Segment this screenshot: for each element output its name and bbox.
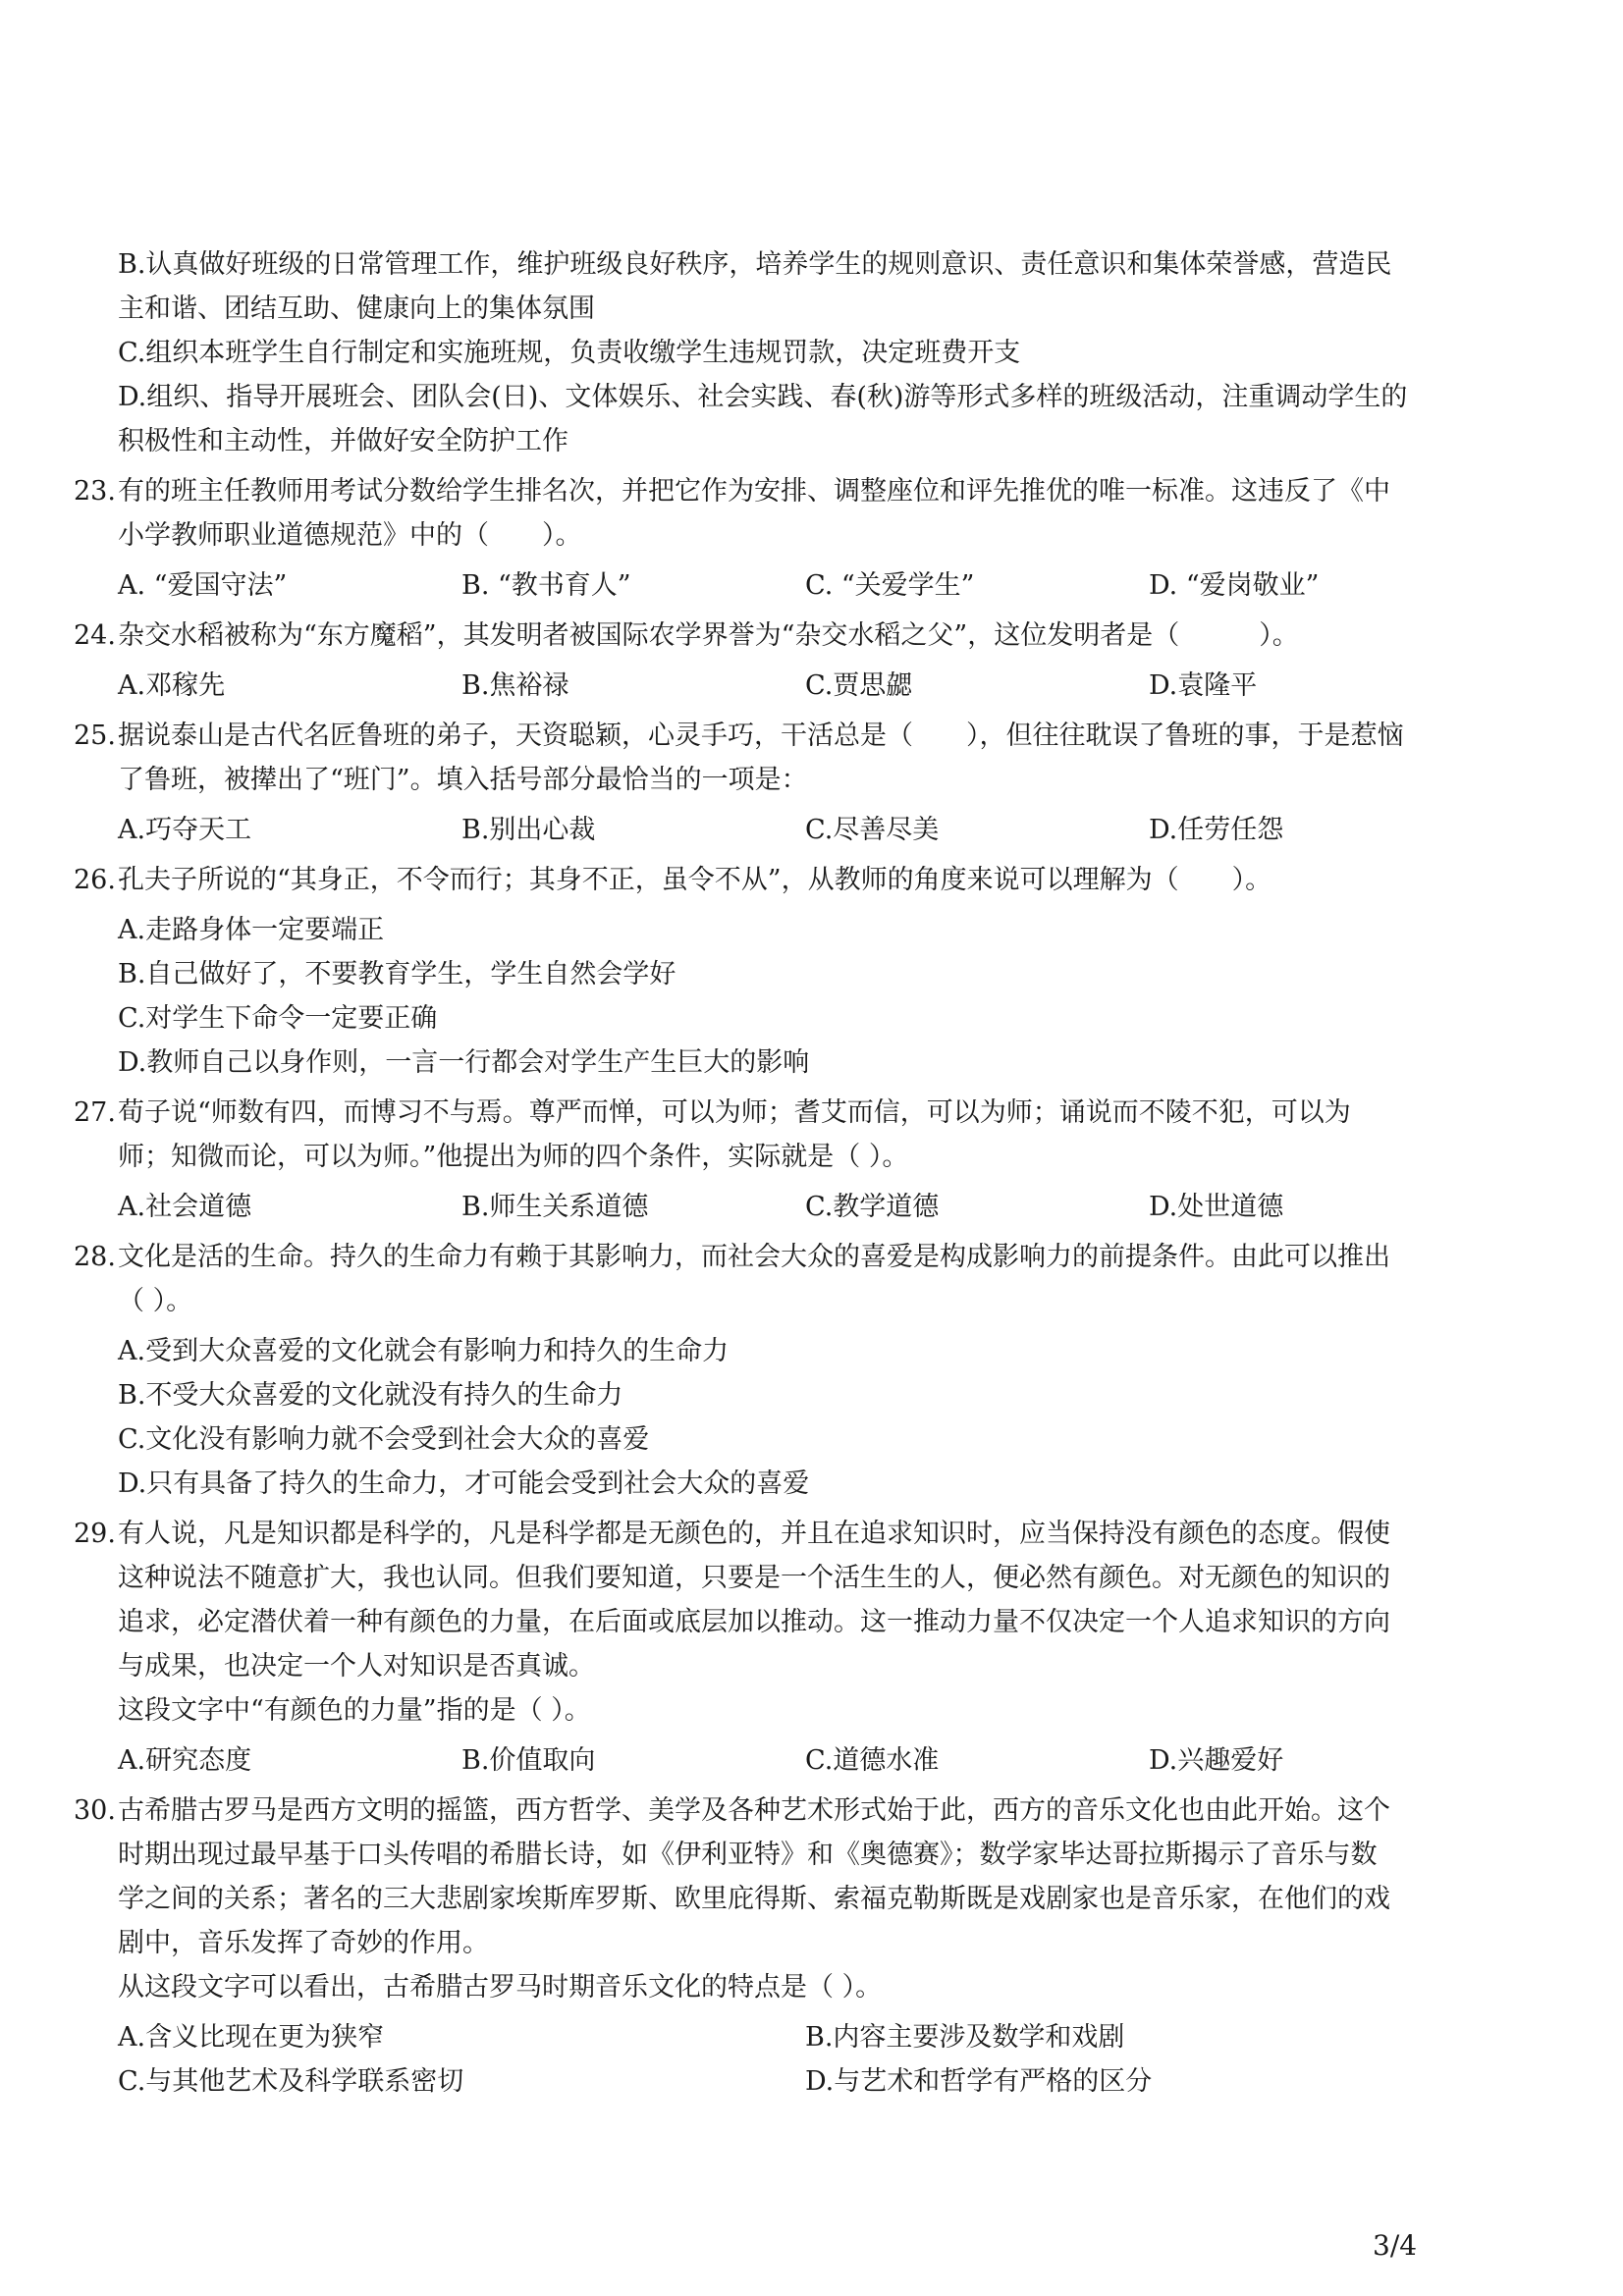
option-b: B.自己做好了，不要教育学生，学生自然会学好 (118, 959, 676, 989)
question-number: 26. (74, 865, 116, 895)
question-text: 时期出现过最早基于口头传唱的希腊长诗，如《伊利亚特》和《奥德赛》；数学家毕达哥拉斯揭示了音乐与数 (118, 1840, 1378, 1870)
question-text: 剧中，音乐发挥了奇妙的作用。 (118, 1928, 489, 1958)
option-b: B.焦裕禄 (461, 670, 569, 701)
question-text: 师；知微而论，可以为师。”他提出为师的四个条件，实际就是（ ）。 (118, 1142, 909, 1172)
option-d: D.兴趣爱好 (1149, 1745, 1284, 1776)
question-number: 25. (74, 721, 116, 751)
option-list (118, 908, 1492, 1085)
option-d: D.教师自己以身作则，一言一行都会对学生产生巨大的影响 (118, 1047, 810, 1078)
option-a: A.社会道德 (118, 1192, 252, 1222)
option-list (118, 1329, 1492, 1506)
text-line: 积极性和主动性，并做好安全防护工作 (118, 426, 568, 456)
option-row (118, 1738, 1492, 1783)
option-row (118, 563, 1492, 608)
question-number: 29. (74, 1519, 116, 1549)
option-b: B. “教书育人” (461, 570, 631, 601)
option-row (118, 2059, 1492, 2104)
leading-options (118, 242, 1492, 463)
option-row (118, 808, 1492, 852)
page-content (74, 242, 1492, 2104)
option-b: B.师生关系道德 (461, 1192, 649, 1222)
option-row (118, 1185, 1492, 1229)
option-row (118, 2015, 1492, 2059)
option-c: C.文化没有影响力就不会受到社会大众的喜爱 (118, 1424, 650, 1455)
text-line: 主和谐、团结互助、健康向上的集体氛围 (118, 294, 595, 324)
option-d: D.袁隆平 (1149, 670, 1258, 701)
option-d: D.处世道德 (1149, 1192, 1284, 1222)
option-b: B.不受大众喜爱的文化就没有持久的生命力 (118, 1380, 623, 1411)
question-29 (74, 1512, 1492, 1783)
question-26 (74, 858, 1492, 1085)
option-d: D.任劳任怨 (1149, 815, 1284, 845)
question-number: 27. (74, 1097, 116, 1128)
question-number: 28. (74, 1242, 116, 1272)
option-c: C.道德水准 (805, 1745, 940, 1776)
question-text: 小学教师职业道德规范》中的（ ）。 (118, 520, 582, 551)
question-30 (74, 1789, 1492, 2104)
question-text: 学之间的关系；著名的三大悲剧家埃斯库罗斯、欧里庇得斯、索福克勒斯既是戏剧家也是音乐家，在他们的戏 (118, 1884, 1390, 1914)
question-text: 杂交水稻被称为“东方魔稻”，其发明者被国际农学界誉为“杂交水稻之父”，这位发明者是（ ）。 (118, 620, 1299, 651)
option-a: A.研究态度 (118, 1745, 252, 1776)
question-number: 23. (74, 476, 116, 507)
option-row (118, 664, 1492, 708)
option-c: C.与其他艺术及科学联系密切 (118, 2066, 464, 2097)
text-line: B.认真做好班级的日常管理工作，维护班级良好秩序，培养学生的规则意识、责任意识和集体荣誉感，营造民 (118, 249, 1392, 280)
question-24 (74, 614, 1492, 708)
question-23 (74, 469, 1492, 608)
question-number: 24. (74, 620, 116, 651)
question-prompt: 从这段文字可以看出，古希腊古罗马时期音乐文化的特点是（ ）。 (118, 1972, 883, 2002)
question-25 (74, 714, 1492, 852)
question-28 (74, 1235, 1492, 1506)
question-text: 文化是活的生命。持久的生命力有赖于其影响力，而社会大众的喜爱是构成影响力的前提条件。由此可以推出 (118, 1242, 1390, 1272)
option-c: C.教学道德 (805, 1192, 940, 1222)
option-a: A. “爱国守法” (118, 570, 288, 601)
option-a: A.走路身体一定要端正 (118, 915, 385, 945)
question-text: 追求，必定潜伏着一种有颜色的力量，在后面或底层加以推动。这一推动力量不仅决定一个人追求知识的方向 (118, 1607, 1390, 1637)
text-line: C.组织本班学生自行制定和实施班规，负责收缴学生违规罚款，决定班费开支 (118, 338, 1021, 368)
question-text: 据说泰山是古代名匠鲁班的弟子，天资聪颖，心灵手巧，干活总是（ ），但往往耽误了鲁班的事，于是惹恼 (118, 721, 1404, 751)
question-text: 了鲁班，被撵出了“班门”。填入括号部分最恰当的一项是： (118, 765, 808, 795)
question-text: 孔夫子所说的“其身正，不令而行；其身不正，虽令不从”，从教师的角度来说可以理解为（ ）。 (118, 865, 1272, 895)
page-number: 3/4 (1373, 2229, 1418, 2262)
option-c: C.对学生下命令一定要正确 (118, 1003, 438, 1034)
option-a: A.巧夺天工 (118, 815, 252, 845)
question-27 (74, 1091, 1492, 1229)
option-a: A.含义比现在更为狭窄 (118, 2022, 385, 2053)
option-c: C.尽善尽美 (805, 815, 940, 845)
option-d: D.只有具备了持久的生命力，才可能会受到社会大众的喜爱 (118, 1468, 810, 1499)
question-text: 古希腊古罗马是西方文明的摇篮，西方哲学、美学及各种艺术形式始于此，西方的音乐文化也由此开始。这个 (118, 1795, 1390, 1826)
question-text: 这种说法不随意扩大，我也认同。但我们要知道，只要是一个活生生的人，便必然有颜色。对无颜色的知识的 (118, 1563, 1390, 1593)
option-a: A.受到大众喜爱的文化就会有影响力和持久的生命力 (118, 1336, 730, 1366)
question-text: 有人说，凡是知识都是科学的，凡是科学都是无颜色的，并且在追求知识时，应当保持没有颜色的态度。假使 (118, 1519, 1390, 1549)
question-text: 荀子说“师数有四，而博习不与焉。尊严而惮，可以为师；耆艾而信，可以为师；诵说而不陵不犯，可以为 (118, 1097, 1351, 1128)
option-d: D. “爱岗敬业” (1149, 570, 1320, 601)
option-b: B.别出心裁 (461, 815, 596, 845)
question-prompt: 这段文字中“有颜色的力量”指的是（ ）。 (118, 1695, 591, 1726)
text-line: D.组织、指导开展班会、团队会(日)、文体娱乐、社会实践、春(秋)游等形式多样的班级活动，注重调动学生的 (118, 382, 1408, 412)
question-number: 30. (74, 1795, 116, 1826)
option-b: B.内容主要涉及数学和戏剧 (805, 2022, 1125, 2053)
option-a: A.邓稼先 (118, 670, 226, 701)
option-c: C.贾思勰 (805, 670, 913, 701)
question-text: 与成果，也决定一个人对知识是否真诚。 (118, 1651, 595, 1682)
option-b: B.价值取向 (461, 1745, 596, 1776)
option-c: C. “关爱学生” (805, 570, 975, 601)
question-text: 有的班主任教师用考试分数给学生排名次，并把它作为安排、调整座位和评先推优的唯一标准。这违反了《中 (118, 476, 1390, 507)
option-d: D.与艺术和哲学有严格的区分 (805, 2066, 1153, 2097)
question-text: （ ）。 (118, 1286, 193, 1316)
